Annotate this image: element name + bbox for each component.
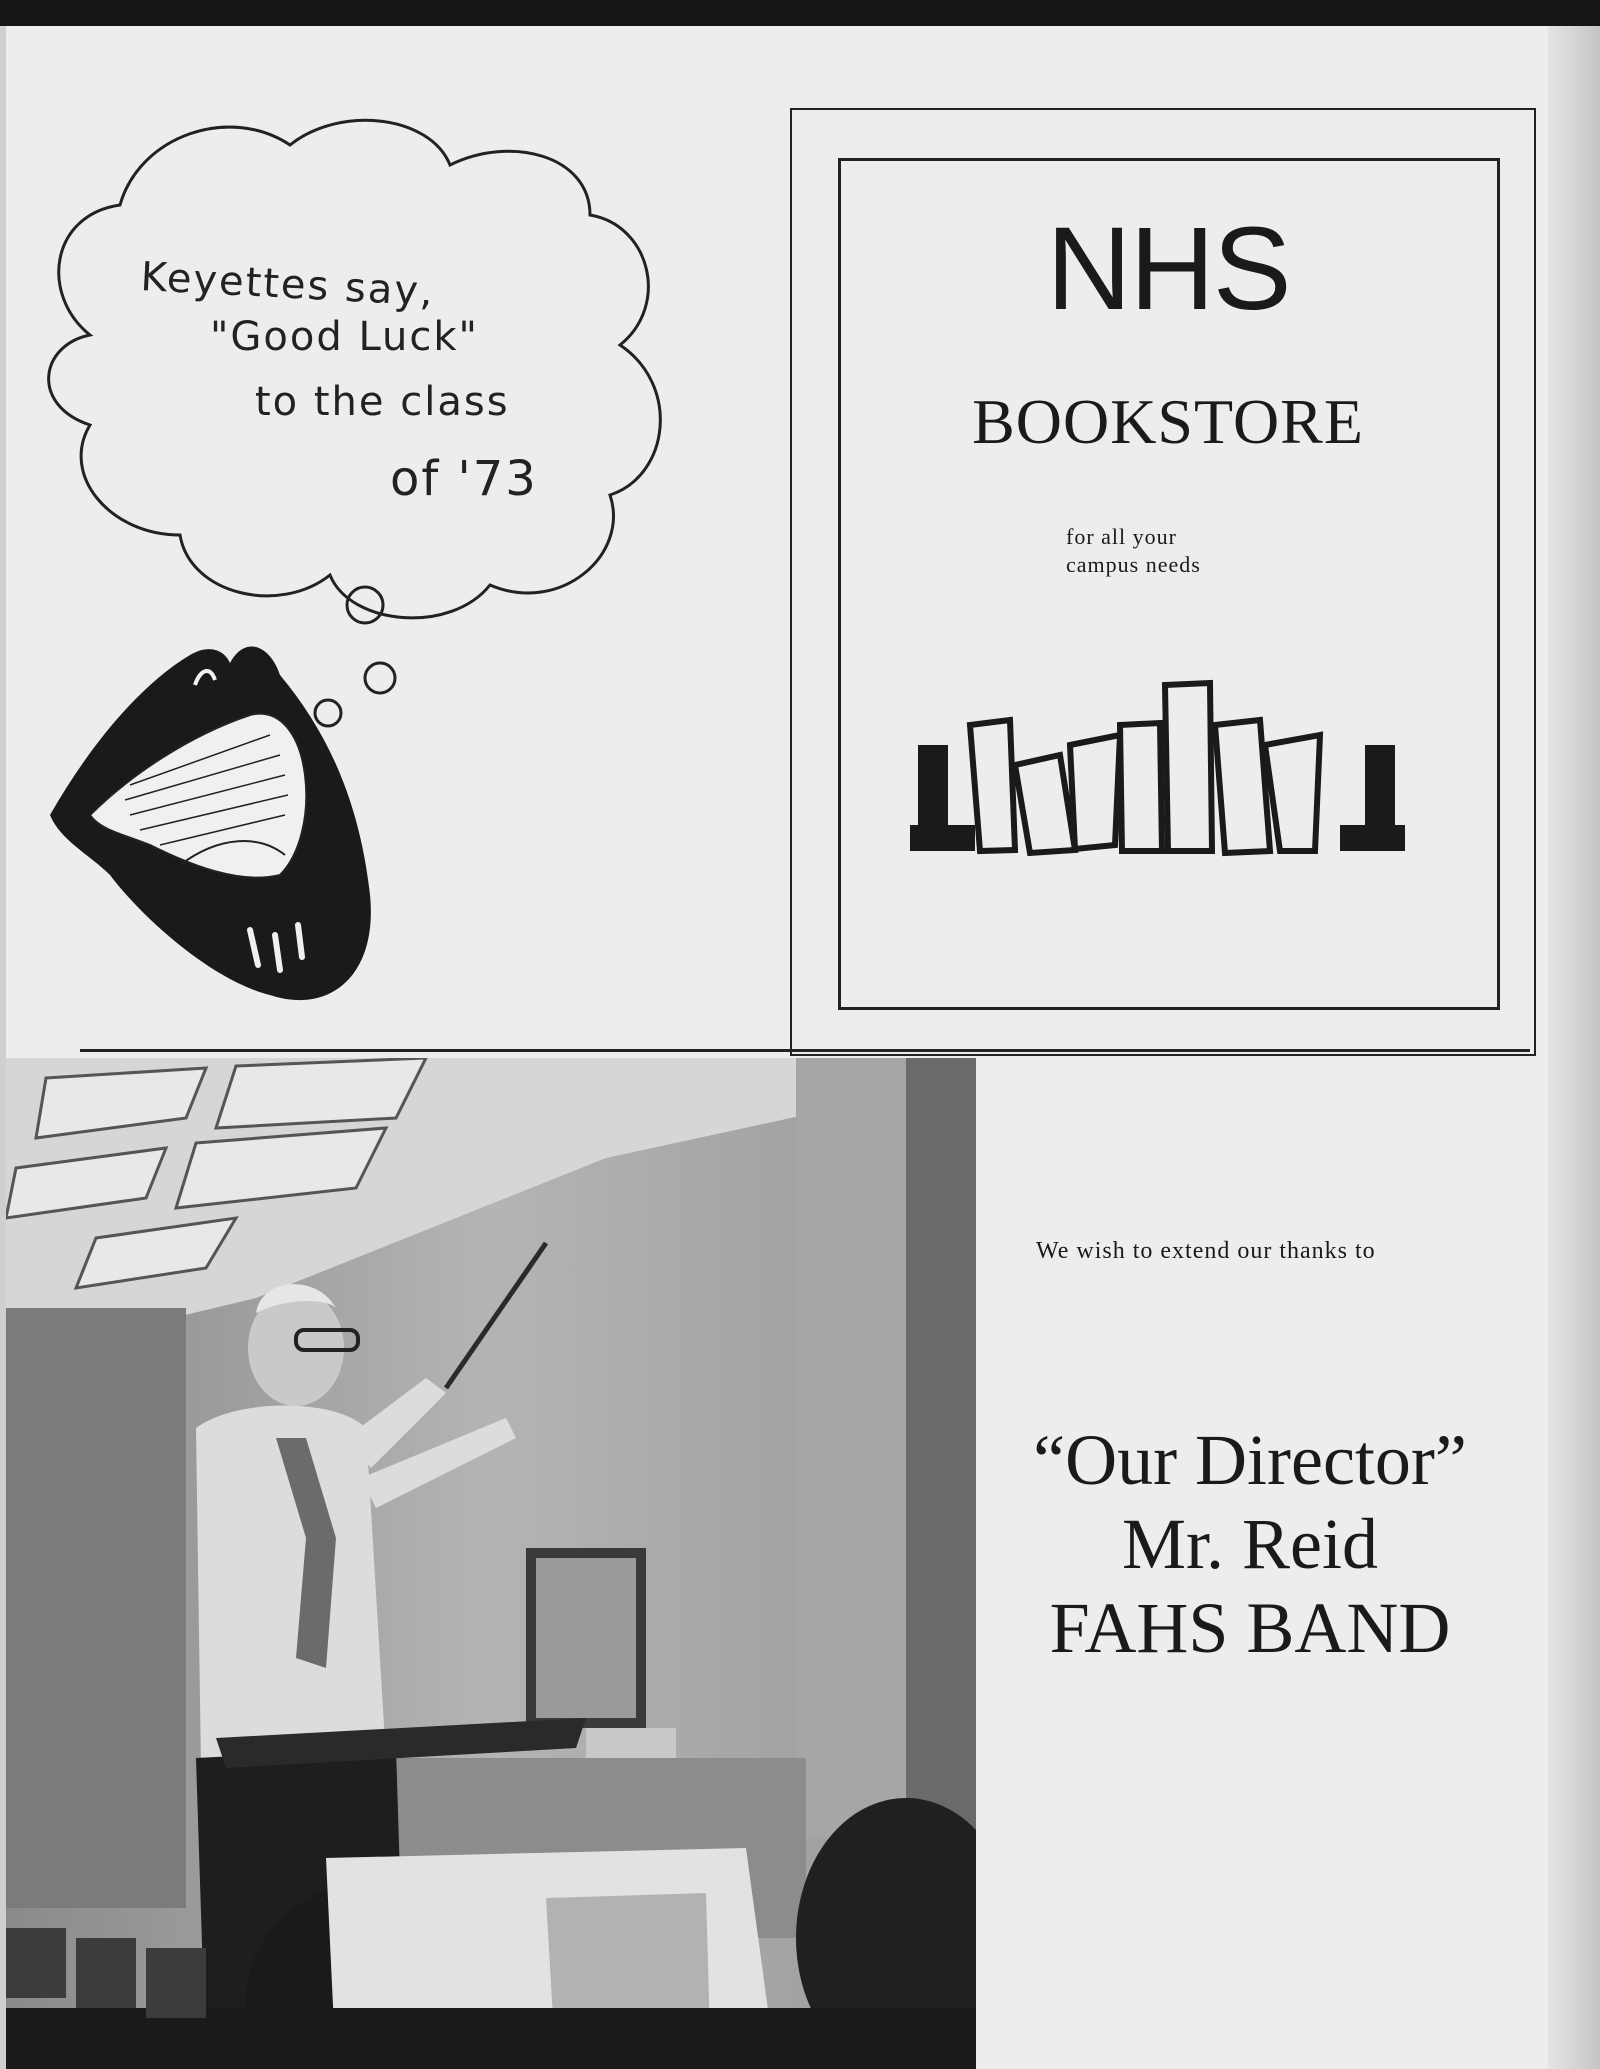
scan-binding-shadow <box>1548 26 1600 2069</box>
tagline-line-2: campus needs <box>1066 552 1201 577</box>
bookstore-subtitle: BOOKSTORE <box>972 386 1364 457</box>
band-director-photo <box>6 1058 976 2069</box>
thought-dot-medium <box>365 663 395 693</box>
book-2 <box>1015 755 1075 853</box>
director-name: Mr. Reid <box>1121 1504 1378 1584</box>
section-divider <box>80 1049 1530 1052</box>
keyettes-line-1: Keyettes say, <box>139 254 436 316</box>
keyettes-line-3: to the class <box>255 379 510 425</box>
thought-cloud <box>49 120 661 618</box>
books-illustration <box>910 665 1410 865</box>
book-7 <box>1265 735 1320 851</box>
tagline-line-1: for all your <box>1066 524 1177 549</box>
scan-top-edge <box>0 0 1600 26</box>
thought-dot-small <box>315 700 341 726</box>
book-4 <box>1120 723 1162 851</box>
book-3 <box>1070 735 1120 849</box>
bookstore-title: NHS <box>1046 203 1290 335</box>
book-6 <box>1215 720 1270 853</box>
director-title: “Our Director” <box>1033 1420 1467 1500</box>
thanks-line: We wish to extend our thanks to <box>1036 1238 1376 1264</box>
book-1 <box>970 720 1015 851</box>
band-name: FAHS BAND <box>1049 1588 1451 1668</box>
director-block <box>980 1418 1520 1670</box>
book-5 <box>1165 683 1212 851</box>
keyettes-line-2: "Good Luck" <box>210 314 479 360</box>
thought-dot-large <box>347 587 383 623</box>
bookstore-tagline <box>1066 523 1306 579</box>
keyettes-ad <box>30 95 790 1015</box>
keyettes-line-4: of '73 <box>390 451 538 507</box>
